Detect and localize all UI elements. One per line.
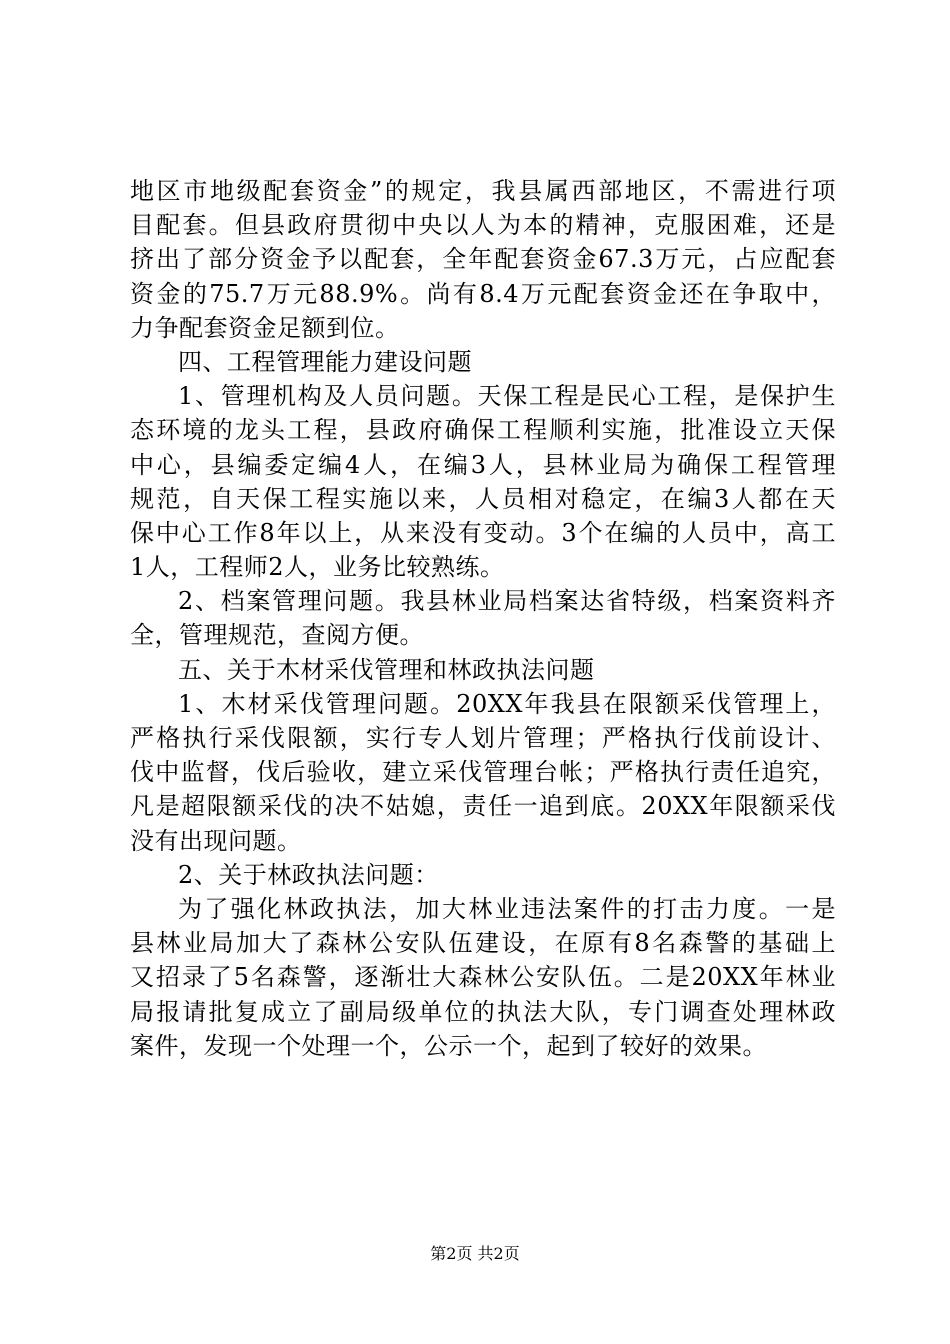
text-line: 规范，自天保工程实施以来，人员相对稳定，在编3人都在天 (130, 484, 836, 513)
text-line: 县林业局加大了森林公安队伍建设，在原有8名森警的基础上 (130, 929, 836, 958)
text-line: 五、关于木材采伐管理和林政执法问题 (178, 655, 595, 684)
text-line: 1、管理机构及人员问题。天保工程是民心工程，是保护生 (178, 382, 836, 411)
text-line: 地区市地级配套资金”的规定，我县属西部地区，不需进行项 (130, 177, 836, 205)
text-line: 没有出现问题。 (130, 826, 302, 855)
text-line: 2、档案管理问题。我县林业局档案达省特级，档案资料齐 (178, 587, 836, 616)
text-line: 挤出了部分资金予以配套，全年配套资金67.3万元，占应配套 (130, 245, 836, 274)
text-line: 又招录了5名森警，逐渐壮大森林公安队伍。二是20XX年林业 (130, 963, 836, 992)
text-line: 四、工程管理能力建设问题 (178, 347, 472, 376)
text-line: 目配套。但县政府贯彻中央以人为本的精神，克服困难，还是 (130, 211, 836, 240)
document-body (130, 174, 836, 1063)
text-line: 1人，工程师2人，业务比较熟练。 (130, 553, 505, 582)
text-line: 资金的75.7万元88.9%。尚有8.4万元配套资金还在争取中， (130, 279, 836, 308)
page-footer: 第2页 共2页 (430, 1244, 520, 1263)
text-line: 2、关于林政执法问题： (178, 860, 439, 889)
text-line: 局报请批复成立了副局级单位的执法大队，专门调查处理林政 (130, 997, 836, 1026)
text-line: 全，管理规范，查阅方便。 (130, 621, 424, 650)
text-line: 严格执行采伐限额，实行专人划片管理；严格执行伐前设计、 (130, 724, 836, 752)
text-line: 力争配套资金足额到位。 (130, 313, 400, 342)
text-line: 中心，县编委定编4人，在编3人，县林业局为确保工程管理 (130, 450, 836, 479)
text-line: 态环境的龙头工程，县政府确保工程顺利实施，批准设立天保 (130, 416, 836, 445)
text-line: 凡是超限额采伐的决不姑媳，责任一追到底。20XX年限额采伐 (130, 792, 836, 821)
text-line: 为了强化林政执法，加大林业违法案件的打击力度。一是 (178, 894, 836, 923)
text-line: 伐中监督，伐后验收，建立采伐管理台帐；严格执行责任追究， (130, 758, 836, 787)
text-line: 1、木材采伐管理问题。20XX年我县在限额采伐管理上， (178, 689, 836, 718)
text-line: 案件，发现一个处理一个，公示一个，起到了较好的效果。 (130, 1031, 767, 1060)
text-line: 保中心工作8年以上，从来没有变动。3个在编的人员中，高工 (130, 518, 836, 547)
